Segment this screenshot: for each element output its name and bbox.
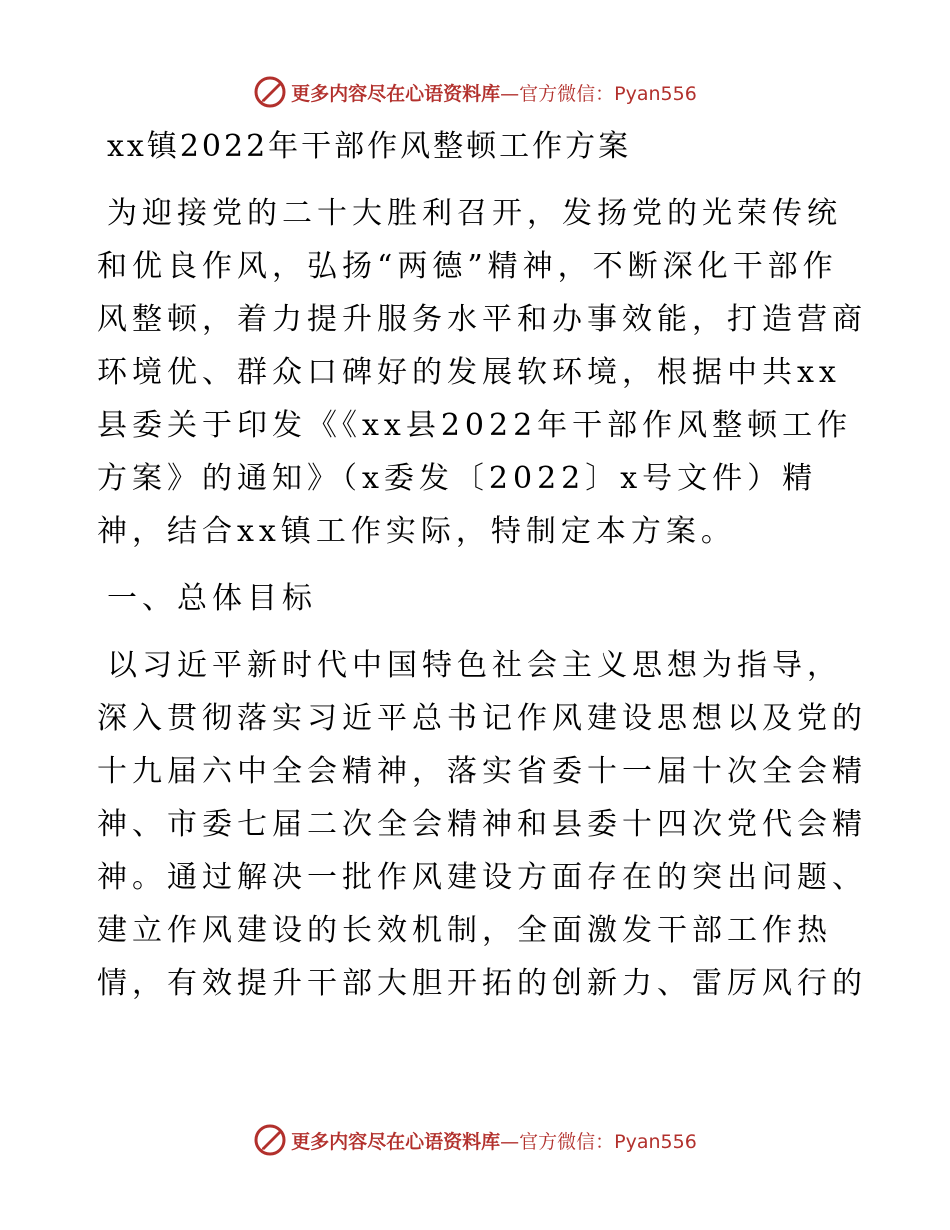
text-line: 县委关于印发《《xx县2022年干部作风整顿工作 [97, 408, 853, 443]
text-line: 为迎接党的二十大胜利召开，发扬党的光荣传统 [107, 196, 842, 231]
text-line: 神。通过解决一批作风建设方面存在的突出问题、 [97, 860, 867, 895]
text-line: 风整顿，着力提升服务水平和办事效能，打造营商 [97, 302, 867, 337]
footer-banner [0, 1120, 950, 1160]
banner-main-text: 更多内容尽在心语资料库 [291, 1130, 501, 1153]
text-line: 环境优、群众口碑好的发展软环境，根据中共xx [97, 355, 841, 390]
paragraph-intro [97, 187, 867, 558]
banner-main-text: 更多内容尽在心语资料库 [291, 82, 501, 105]
text-line: 建立作风建设的长效机制，全面激发干部工作热 [97, 913, 832, 948]
paragraph-goals [97, 639, 867, 1010]
banner-sub-text: —官方微信：Pyan556 [500, 1130, 697, 1153]
quill-pen-logo-icon [253, 1123, 287, 1157]
text-line: 十九届六中全会精神，落实省委十一届十次全会精 [97, 754, 867, 789]
header-banner [0, 72, 950, 112]
banner-sub-text: —官方微信：Pyan556 [500, 82, 697, 105]
document-title: xx镇2022年干部作风整顿工作方案 [107, 129, 632, 164]
text-line: 以习近平新时代中国特色社会主义思想为指导， [107, 648, 842, 683]
text-line: 情，有效提升干部大胆开拓的创新力、雷厉风行的 [97, 966, 867, 1001]
text-line: 方案》的通知》（x委发〔2022〕x号文件）精 [97, 461, 818, 496]
text-line: 深入贯彻落实习近平总书记作风建设思想以及党的 [97, 701, 867, 736]
section-heading: 一、总体目标 [107, 581, 317, 616]
quill-pen-logo-icon [253, 75, 287, 109]
text-line: 和优良作风，弘扬“两德”精神，不断深化干部作 [97, 249, 838, 284]
document-body [97, 120, 867, 1010]
text-line: 神、市委七届二次全会精神和县委十四次党代会精 [97, 807, 867, 842]
text-line: 神，结合xx镇工作实际，特制定本方案。 [97, 514, 736, 549]
